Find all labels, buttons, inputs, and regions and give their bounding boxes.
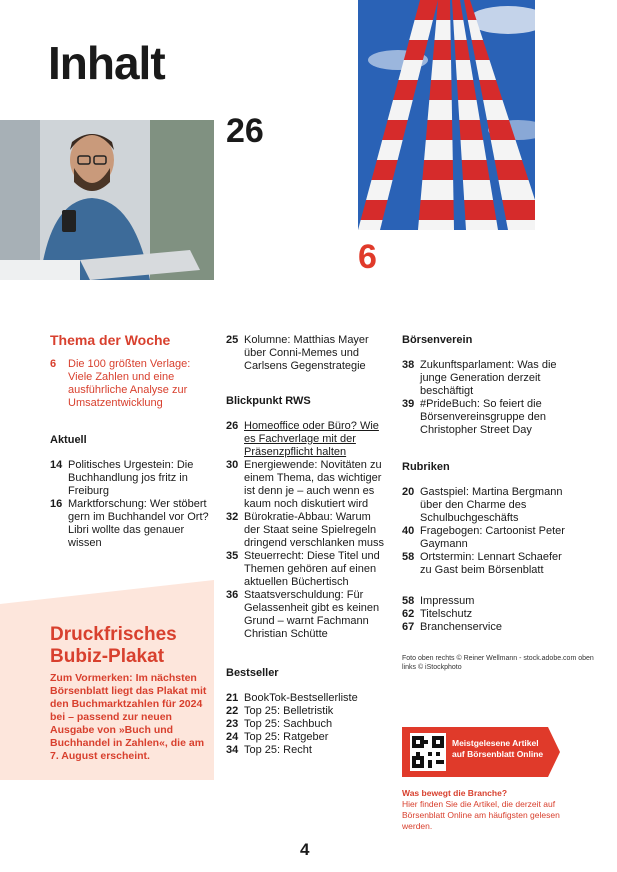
toc-text: Steuerrecht: Diese Titel und Themen gehören auf einen aktuellen Büchertisch [244,550,380,588]
qr-code-icon[interactable] [410,733,446,771]
toc-text: Branchenservice [420,621,502,633]
toc-page: 16 [50,498,63,510]
page-title: Inhalt [48,37,165,89]
toc-text: Energiewende: Novitäten zu einem Thema, das wichtiger ist denn je – auch wenn es kaum noch diskutiert wird [244,459,382,510]
toc-entry[interactable] [226,692,386,705]
toc-page: 40 [402,525,415,537]
section-heading-aktuell: Aktuell [50,434,87,446]
most-read-heading: Was bewegt die Branche? [402,788,508,798]
toc-entry[interactable] [402,525,572,551]
toc-text: Top 25: Ratgeber [244,731,329,743]
toc-text: Titelschutz [420,608,473,620]
feature-number-left: 26 [226,112,264,150]
toc-page: 35 [226,550,239,562]
toc-page: 62 [402,608,415,620]
column-middle [226,334,386,757]
toc-entry[interactable] [50,498,210,550]
toc-page: 24 [226,731,239,743]
toc-entry[interactable] [226,550,386,589]
toc-text: Top 25: Sachbuch [244,718,333,730]
toc-text: Staatsverschuldung: Für Gelassenheit gibt es keinen Grund – warnt Fachmann Christian Schütte [244,589,380,640]
toc-entry[interactable] [50,459,210,498]
toc-text: Marktforschung: Wer stöbert gern im Buchhandel vor Ort? Libri wollte das genauer wissen [68,498,209,549]
toc-entry[interactable] [402,608,572,621]
photo-credit: Foto oben rechts © Reiner Wellmann - stock.adobe.com oben links © iStockphoto [402,655,594,671]
toc-text: Gastspiel: Martina Bergmann über den Charme des Schulbuchgeschäfts [420,486,563,524]
toc-text: Fragebogen: Cartoonist Peter Gaymann [420,525,565,550]
toc-page: 21 [226,692,239,704]
toc-page: 34 [226,744,239,756]
toc-page: 67 [402,621,415,633]
toc-text: BookTok-Bestsellerliste [244,692,358,704]
toc-page: 23 [226,718,239,730]
toc-entry[interactable] [402,359,572,398]
toc-text: Bürokratie-Abbau: Warum der Staat seine Spielregeln dringend verschlanken muss [244,511,385,549]
section-heading-thema: Thema der Woche [50,332,171,348]
toc-entry[interactable] [226,334,386,373]
toc-page: 26 [226,420,239,432]
section-heading-rubriken: Rubriken [402,461,450,473]
promo-text: Zum Vormerken: Im nächsten Börsenblatt liegt das Plakat mit den Buchmarktzahlen für 2024 bei – passend zur neuen Ausgabe von »Buch und Buchhandel in Zahlen«, die am 7. August erscheint. [50,672,207,762]
toc-page: 6 [50,358,57,370]
photo-man-with-phone [0,120,214,280]
toc-entry[interactable] [402,595,572,608]
column-left [50,332,210,550]
section-heading-blickpunkt: Blickpunkt RWS [226,395,311,407]
toc-entry[interactable] [226,705,386,718]
toc-entry[interactable] [226,459,386,511]
most-read-text: Hier finden Sie die Artikel, die derzeit auf Börsenblatt Online am häufigsten gelesen werden. [402,799,560,831]
toc-page: 22 [226,705,239,717]
section-heading-bestseller: Bestseller [226,667,279,679]
toc-entry[interactable] [226,420,386,459]
toc-text: Die 100 größten Verlage: Viele Zahlen und eine ausführliche Analyse zur Umsatzentwicklung [68,358,191,409]
toc-entry[interactable] [226,744,386,757]
toc-text: #PrideBuch: So feiert die Börsenvereinsgruppe den Christopher Street Day [420,398,546,436]
toc-page: 25 [226,334,239,346]
toc-text: Kolumne: Matthias Mayer über Conni-Memes und Carlsens Gegenstrategie [244,334,369,372]
toc-page: 58 [402,551,415,563]
column-right [402,334,572,634]
toc-page: 58 [402,595,415,607]
toc-entry[interactable] [402,398,572,437]
toc-entry[interactable] [402,486,572,525]
toc-page: 30 [226,459,239,471]
toc-page: 14 [50,459,63,471]
toc-entry[interactable] [226,731,386,744]
feature-number-right: 6 [358,238,377,276]
toc-page: 38 [402,359,415,371]
toc-text: Zukunftsparlament: Was die junge Generation derzeit beschäftigt [420,359,557,397]
toc-entry[interactable] [402,621,572,634]
toc-page: 32 [226,511,239,523]
banner-label[interactable]: Meistgelesene Artikel auf Börsenblatt Online [452,738,544,759]
photo-striped-poles [358,0,535,230]
toc-text: Politisches Urgestein: Die Buchhandlung jos fritz in Freiburg [68,459,194,497]
toc-page: 20 [402,486,415,498]
toc-entry[interactable] [402,551,572,577]
page-number: 4 [300,840,310,859]
toc-entry[interactable] [226,511,386,550]
toc-entry[interactable] [226,718,386,731]
toc-page: 39 [402,398,415,410]
toc-text: Ortstermin: Lennart Schaefer zu Gast beim Börsenblatt [420,551,562,576]
toc-text: Impressum [420,595,475,607]
toc-entry[interactable] [50,358,210,410]
toc-text: Homeoffice oder Büro? Wie es Fachverlage mit der Präsenzpflicht halten [244,420,379,458]
section-heading-boersenverein: Börsenverein [402,334,473,346]
toc-page: 36 [226,589,239,601]
toc-text: Top 25: Recht [244,744,312,756]
toc-entry[interactable] [226,589,386,641]
toc-text: Top 25: Belletristik [244,705,334,717]
promo-title: Druckfrisches Bubiz-Plakat [50,624,177,667]
most-read-info [402,788,582,832]
